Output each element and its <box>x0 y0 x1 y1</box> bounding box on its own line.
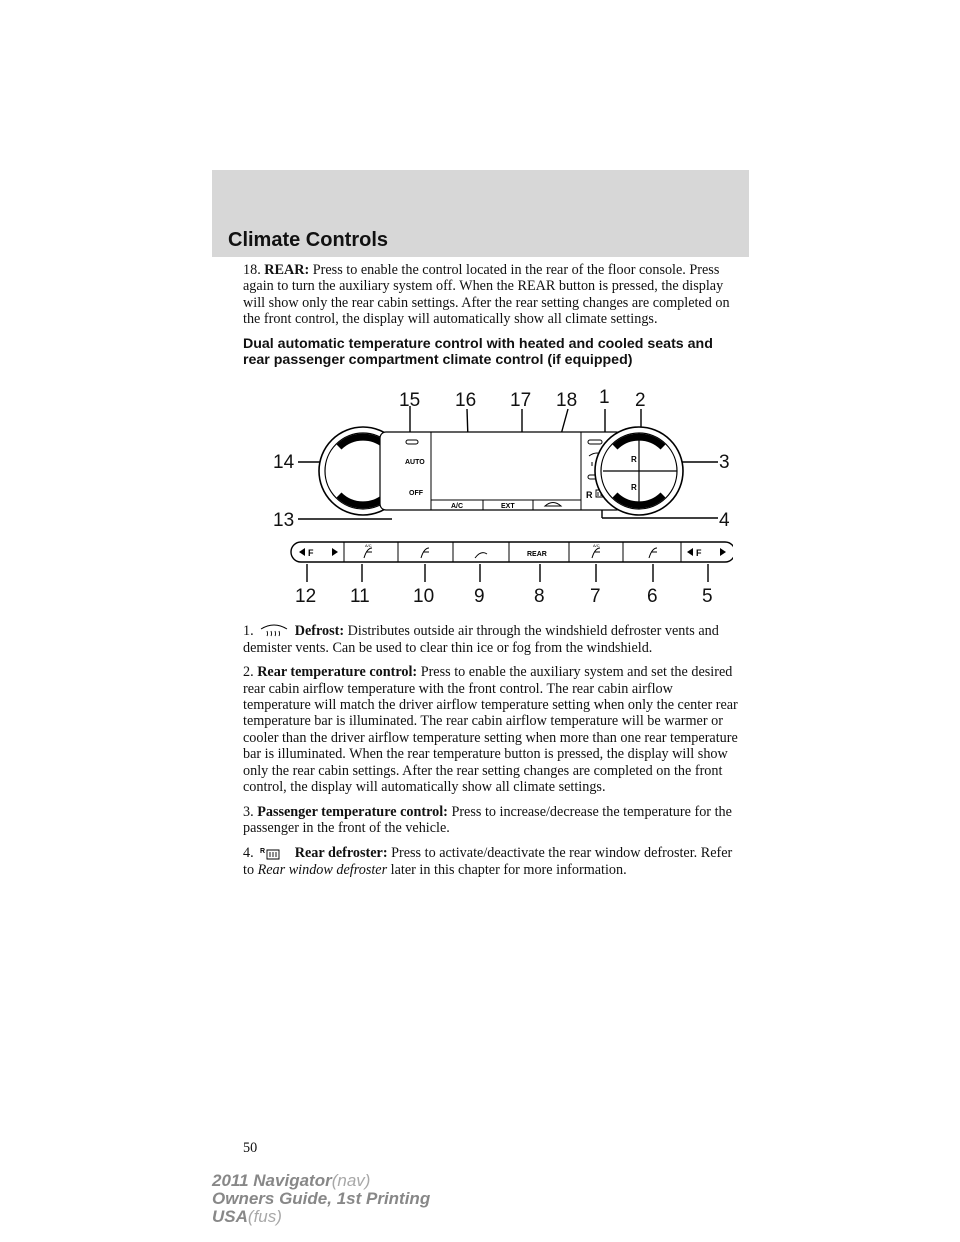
item-3: 3. Passenger temperature control: Press to increase/decrease the temperature for the passenger in the front of the vehicle. <box>243 803 732 836</box>
off-label: OFF <box>409 490 423 498</box>
callout-15: 15 <box>399 390 421 412</box>
callout-12: 12 <box>295 586 317 608</box>
rear-defroster-icon <box>257 844 291 860</box>
item-18: 18. REAR: Press to enable the control located in the rear of the floor console. Press again to turn the auxiliary system off. When the REAR button is pressed, the display will show only the rear cabin settings. After the rear setting changes are completed on the front control, the display will automatically show all climate settings. <box>243 262 730 328</box>
rear-fan-label: F <box>696 548 702 559</box>
callout-18: 18 <box>556 390 578 412</box>
section-heading: Dual automatic temperature control with heated and cooled seats and rear passenger compartment climate control (if equipped) <box>243 335 713 369</box>
page-body <box>243 262 743 886</box>
callout-3: 3 <box>719 452 730 474</box>
callout-9: 9 <box>474 586 485 608</box>
ext-label: EXT <box>501 503 515 511</box>
item-4: 4. R Rear defroster: Press to activate/deactivate the rear window defroster. Refer to Rear window defroster later in this chapter for more information. <box>243 845 733 878</box>
rear-temp-up-label: R <box>631 455 637 465</box>
item-1: 1. Defrost: Distributes outside air through the windshield defroster vents and demister vents. Can be used to clear thin ice or fog from the windshield. <box>243 623 719 656</box>
ac-label: A/C <box>451 503 464 511</box>
callout-17: 17 <box>510 390 532 412</box>
callout-7: 7 <box>590 586 601 608</box>
defrost-icon <box>257 622 291 638</box>
climate-control-diagram <box>253 376 733 616</box>
callout-16: 16 <box>455 390 477 412</box>
callout-4: 4 <box>719 510 730 532</box>
rear-temp-down-label: R <box>631 483 637 493</box>
footer-line-1: 2011 Navigator(nav) <box>212 1171 371 1190</box>
footer-line-3: USA(fus) <box>212 1207 282 1226</box>
callout-10: 10 <box>413 586 435 608</box>
svg-text:R: R <box>260 848 266 856</box>
page-number: 50 <box>243 1140 258 1156</box>
callout-1: 1 <box>599 387 610 409</box>
page-title: Climate Controls <box>228 229 389 251</box>
callout-6: 6 <box>647 586 658 608</box>
auto-label: AUTO <box>405 459 425 467</box>
footer <box>212 1172 430 1226</box>
callout-8: 8 <box>534 586 545 608</box>
passenger-temp-knob <box>595 427 683 515</box>
rear-defrost-r-label: R <box>586 490 593 501</box>
callout-13: 13 <box>273 510 295 532</box>
item-2: 2. Rear temperature control: Press to enable the auxiliary system and set the desired rear cabin airflow temperature with the front control. The rear cabin airflow temperature will match the driver airflow temperature setting when only the center rear temperature bar is illuminated. The rear cabin airflow temperature will be warmer or cooler than the driver airflow temperature setting when more than one rear temperature bar is illuminated. When the rear temperature button is pressed, the display will show only the rear cabin settings. After the rear setting changes are completed on the front control, the display will automatically show all climate settings. <box>243 664 738 796</box>
control-panel <box>380 432 622 510</box>
rear-label: REAR <box>527 551 547 559</box>
rear-window-defroster-ref[interactable]: Rear window defroster <box>257 861 388 878</box>
bottom-button-bar <box>291 542 733 562</box>
front-fan-label: F <box>308 548 314 559</box>
seat-ac-label-right: A/C <box>593 543 600 549</box>
seat-ac-label-left: A/C <box>365 543 372 549</box>
footer-line-2: Owners Guide, 1st Printing <box>212 1189 431 1208</box>
callout-2: 2 <box>635 390 646 412</box>
callout-11: 11 <box>350 586 370 608</box>
callout-14: 14 <box>273 452 295 474</box>
callout-5: 5 <box>702 586 713 608</box>
